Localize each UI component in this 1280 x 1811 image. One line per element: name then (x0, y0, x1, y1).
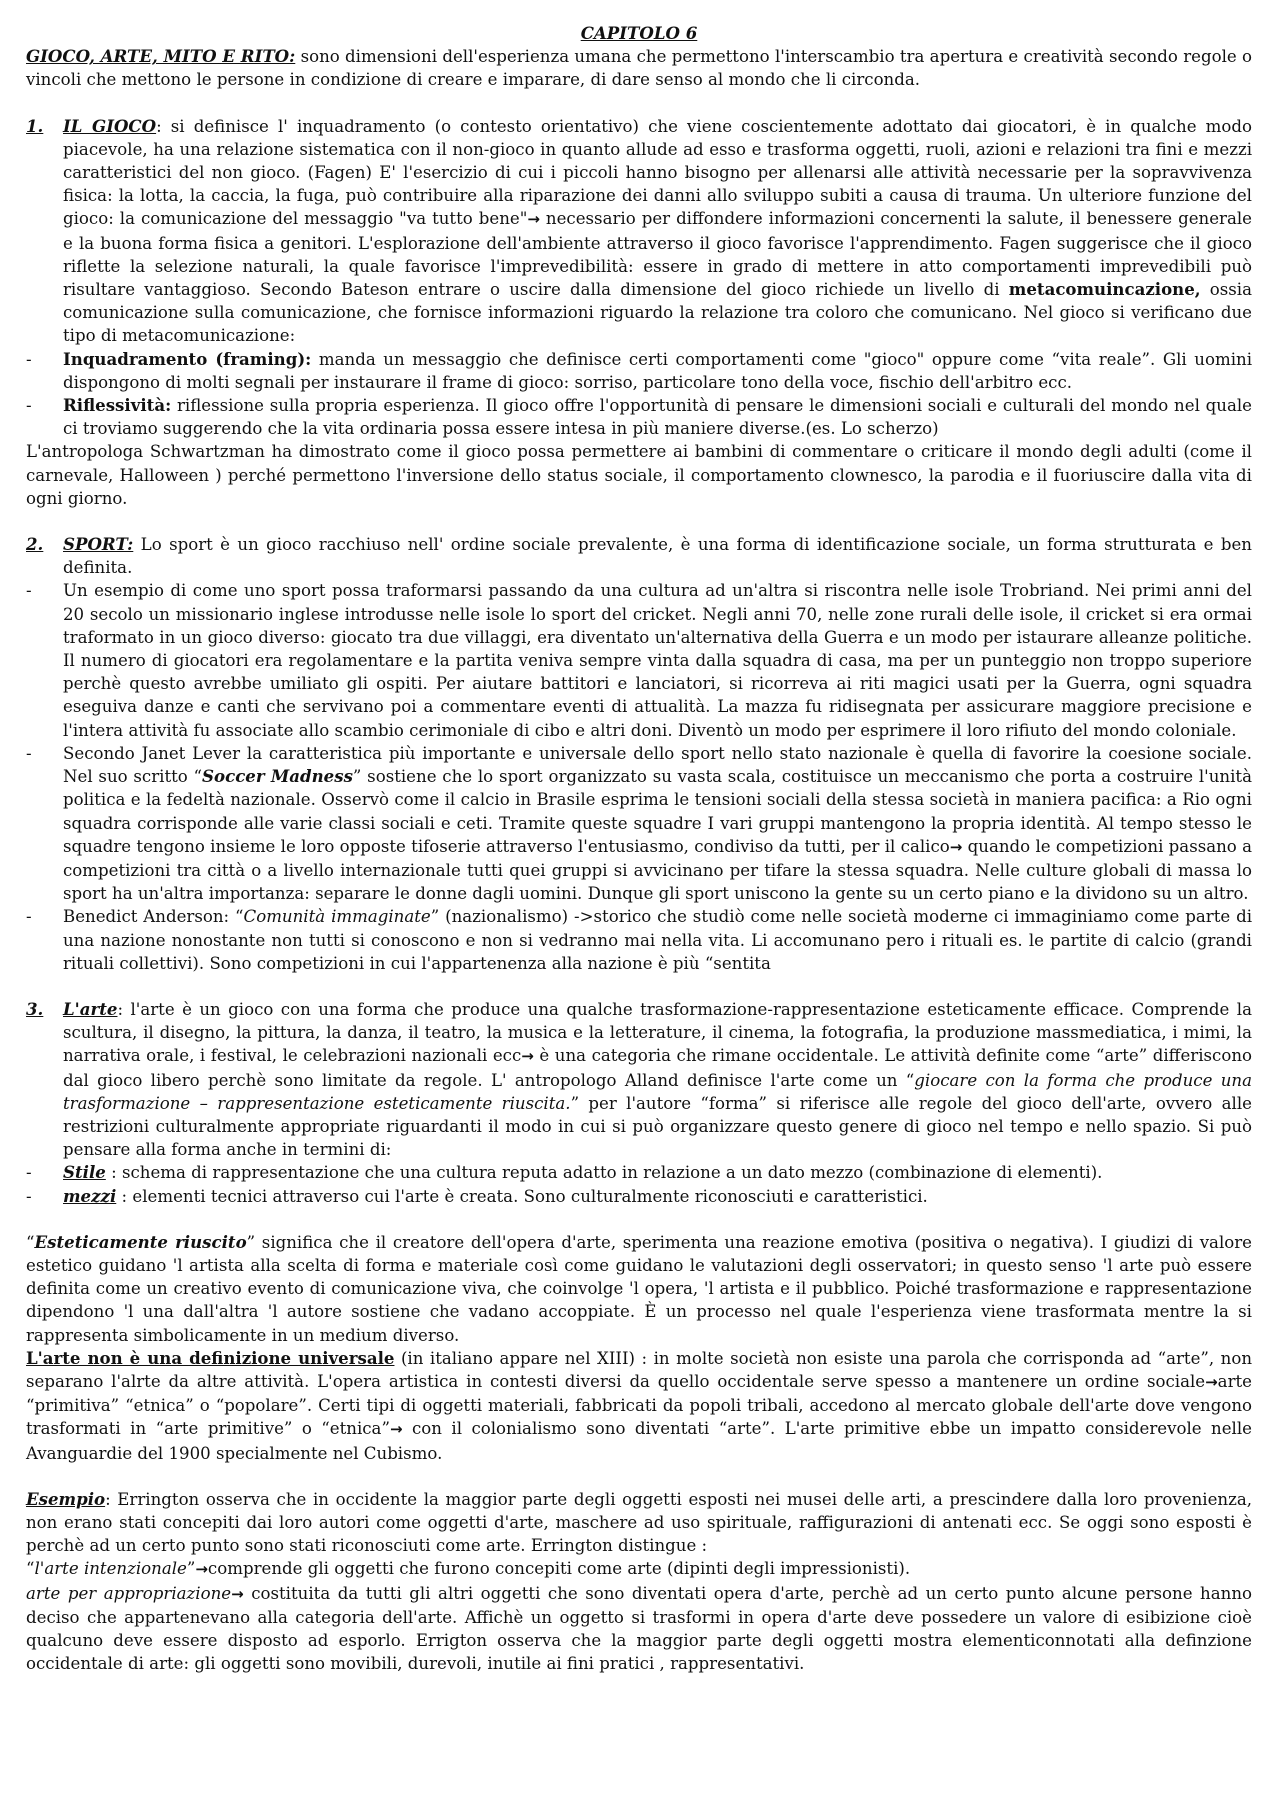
arte-appropriazione-paragraph (26, 1582, 1252, 1676)
lever-text-b: ” sostiene che lo sport organizzato su vasta scala, costituisce un meccanismo che porta a costruire l'unità politica e la fedeltà nazionale. Osservò come il calcio in Brasile esprima le tensioni sociali della stessa società in maniera pacifica: a Rio ogni squadra corrisponde alle varie classi sociali e ceti. Tramite queste squadre I vari gruppi mantengono la propria identità. Al tempo stesso le squadre tengono insieme le loro opposte tifoserie attraverso l'entusiasmo, condiviso da tutti, per il calico (63, 767, 1252, 856)
gioco-title: IL GIOCO (63, 115, 157, 136)
quote-open: “ (26, 1232, 35, 1252)
spacer (26, 1208, 1252, 1231)
schwartzman-paragraph: L'antropologa Schwartzman ha dimostrato come il gioco possa permettere ai bambini di commentare o criticare il mondo degli adulti (come il carnevale, Halloween ) perché permettono l'inversione dello status sociale, il comportamento clownesco, la parodia e il fuoriuscire dalla vita di ogni giorno. (26, 442, 1252, 508)
quote-open: “ (26, 1559, 35, 1579)
arte-paragraph (63, 998, 1252, 1161)
lever-text-a: Secondo Janet Lever la caratteristica più importante e universale dello sport nello stato nazionale è quella di favorire la coesione sociale. Nel suo scritto “ (63, 743, 1252, 787)
bullet-dash: - (26, 1163, 32, 1183)
gioco-text-a: : si definisce l' inquadramento (o contesto orientativo) che viene coscientemente adottato dai giocatori, è in qualche modo piacevole, ha una relazione sistematica con il non-gioco in quanto allude ad esso e trasforma oggetti, ruoli, azioni e relazioni tra fini e mezzi caratteristici del non gioco. (Fagen) E' l'esercizio di cui i piccoli hanno bisogno per allenarsi alle attività necessarie per la sopravvivenza fisica: la lotta, la caccia, la fuga, può contribuire alla riparazione dei danni allo sviluppo subiti a causa di trauma. Un ulteriore funzione del gioco: la comunicazione del messaggio "va tutto bene" (63, 116, 1252, 229)
esempio-label: Esempio (26, 1488, 106, 1509)
section-number: 1. (26, 115, 44, 136)
lever-text-c: quando le competizioni passano a competizioni tra città o a livello internazionale tutti quei gruppi si avvicinano per tifare la stessa squadra. Nelle culture globali di massa lo sport ha un'altra importanza: separare le donne dagli uomini. Dunque gli sport uniscono la gente su un certo piano e la dividono su un altro. (63, 836, 1252, 904)
arte-intenzionale-line (26, 1557, 1252, 1581)
mezzi-text: : elementi tecnici attraverso cui l'arte è creata. Sono culturalmente riconosciuti e caratteristici. (116, 1186, 928, 1206)
universale-label: L'arte non è una definizione universale (26, 1347, 395, 1368)
spacer (26, 510, 1252, 533)
intro-text: sono dimensioni dell'esperienza umana che permettono l'interscambio tra apertura e creatività secondo regole o vincoli che mettono le persone in condizione di creare e imparare, di dare senso al mondo che li circonda. (26, 47, 1252, 90)
arrow-icon: → (195, 1560, 208, 1579)
spacer (26, 1465, 1252, 1488)
chapter-title: CAPITOLO 6 (580, 23, 698, 43)
spacer (26, 92, 1252, 115)
sport-title: SPORT: (63, 534, 134, 555)
esempio-text: : Errington osserva che in occidente la maggior parte degli oggetti esposti nei musei delle arti, a prescindere dalla loro provenienza, non erano stati concepiti dai loro autori come oggetti d'arte, maschere ad uso spirituale, raffigurazioni di antenati ecc. Se oggi sono esposti è perchè ad un certo punto sono stati riconosciuti come arte. Errington distingue : (26, 1489, 1252, 1556)
arte-text-b: è una categoria che rimane occidentale. Le attività definite come “arte” differiscono dal gioco libero perchè sono limitate da regole. L' antropologo Alland definisce l'arte come un “ (63, 1046, 1252, 1090)
bullet-dash: - (26, 349, 32, 369)
bullet-dash: - (26, 581, 32, 601)
intro-paragraph (26, 45, 1252, 91)
stile-label: Stile (63, 1162, 106, 1183)
universale-paragraph (26, 1347, 1252, 1465)
arte-intenzionale-label: l'arte intenzionale (34, 1559, 187, 1579)
comunita-immaginate-title: Comunità immaginate (243, 907, 431, 927)
arte-appropriazione-label: arte per appropriazione (26, 1583, 232, 1603)
riflessivita-label: Riflessività: (63, 395, 172, 416)
framing-label: Inquadramento (framing): (63, 348, 312, 369)
gioco-text-b: necessario per diffondere informazioni concernenti la salute, il benessere generale e la buona forma fisica a genitori. L'esplorazione dell'ambiente attraverso il gioco favorisce l'apprendimento. Fagen suggerisce che il gioco riflette la selezione naturali, la quale favorisce l'imprevedibilità: essere in grado di mettere in atto comportamenti imprevedibili può risultare vantaggioso. Secondo Bateson entrare o uscire dalla dimensione del gioco richiede un livello di (63, 209, 1252, 300)
universale-text-a: (in italiano appare nel XIII) : in molte società non esiste una parola che corrisponda ad “arte”, non separano l'alrte da altre attività. L'opera artistica in contesti diversi da quello occidentale serve spesso a mantenere un ordine sociale (26, 1348, 1253, 1391)
quote-close: ” (186, 1559, 196, 1579)
arrow-icon: → (231, 1584, 244, 1603)
bullet-dash: - (26, 396, 32, 416)
sport-intro: Lo sport è un gioco racchiuso nell' ordine sociale prevalente, è una forma di identificazione sociale, un forma strutturata e ben definita. (63, 535, 1252, 578)
arrow-icon: → (389, 1420, 403, 1439)
section-gioco (26, 115, 1252, 348)
list-item (26, 394, 1252, 440)
framing-text: manda un messaggio che definisce certi comportamenti come "gioco" oppure come “vita reale”. Gli uomini dispongono di molti segnali per instaurare il frame di gioco: sorriso, particolare tono della voce, fischio dell'arbitro ecc. (63, 349, 1252, 392)
arte-text-c: ” per l'autore “forma” si riferisce alle regole del gioco dell'arte, ovvero alle restrizioni culturalmente appropriate riguardanti il modo in cui si può organizzare questo genere di gioco nel tempo e nello spazio. Si può pensare alla forma anche in termini di: (63, 1093, 1252, 1160)
arte-title: L'arte (63, 998, 118, 1019)
gioco-text-c: ossia comunicazione sulla comunicazione, che fornisce informazioni riguardo la relazione tra coloro che comunicano. Nel gioco si verificano due tipo di metacomunicazione: (63, 280, 1252, 346)
list-item (26, 579, 1252, 741)
bullet-dash: - (26, 907, 32, 927)
section-arte (26, 998, 1252, 1161)
esempio-paragraph (26, 1488, 1252, 1558)
universale-text-b: arte “primitiva” “etnica” o “popolare”. Certi tipi di oggetti materiali, fabbricati da popoli tribali, accedono al mercato globale dell'arte dove vengono trasformati in “arte primitive” o “etnica” (26, 1371, 1252, 1439)
mezzi-label: mezzi (63, 1185, 117, 1206)
list-item (26, 1161, 1252, 1184)
anderson-text-a: Benedict Anderson: “ (63, 907, 244, 927)
list-item (26, 1185, 1252, 1208)
metacomunicazione-term: metacomuincazione, (1008, 279, 1201, 300)
stile-text: : schema di rappresentazione che una cultura reputa adatto in relazione a un dato mezzo (combinazione di elementi). (105, 1163, 1103, 1183)
alland-quote: giocare con la forma che produce una trasformazione – rappresentazione esteticamente riuscita. (63, 1070, 1252, 1113)
bullet-dash: - (26, 1186, 32, 1206)
anderson-text-b: ” (nazionalismo) ->storico che studiò come nelle società moderne ci immaginiamo come parte di una nazione nonostante non tutti si conoscono e non si vedranno mai nella vita. Li accomunano pero i rituali es. le partite di calcio (grandi rituali collettivi). Sono competizioni in cui l'appartenenza alla nazione è più “sentita (63, 907, 1253, 973)
riflessivita-text: riflessione sulla propria esperienza. Il gioco offre l'opportunità di pensare le dimensioni sociali e culturali del mondo nel quale ci troviamo suggerendo che la vita ordinaria possa essere intesa in più maniere diverse.(es. Lo scherzo) (63, 396, 1252, 439)
list-item (26, 348, 1252, 394)
soccer-madness-title: Soccer Madness (202, 766, 353, 787)
list-item (26, 905, 1252, 975)
trobriand-text: Un esempio di come uno sport possa traformarsi passando da una cultura ad un'altra si riscontra nelle isole Trobriand. Nei primi anni del 20 secolo un missionario inglese introdusse nelle isole lo sport del cricket. Negli anni 70, nelle zone rurali delle isole, il cricket si era ormai traformato in un gioco diverso: giocato tra due villaggi, era diventato un'alternativa della Guerra e un modo per istaurare alleanze politiche. Il numero di giocatori era regolamentare e la partita veniva sempre vinta dalla squadra di casa, ma per un punteggio non troppo superiore perchè questo avrebbe umiliato gli ospiti. Per aiutare battitori e lanciatori, si ricorreva ai riti magici usati per la Guerra, ogni squadra eseguiva danze e canti che servivano poi a commentare eventi di attualità. La mazza fu ridisegnata per assicurare maggiore precisione e l'intera attività fu associate allo scambio cerimoniale di cibo e altri doni. Diventò un modo per esprimere il loro rifiuto del mondo coloniale. (63, 581, 1252, 740)
universale-text-c: con il colonialismo sono diventati “arte”. L'arte primitive ebbe un impatto considerevole nelle Avanguardie del 1900 specialmente nel Cubismo. (26, 1419, 1252, 1463)
arrow-icon: → (521, 1047, 534, 1066)
bullet-dash: - (26, 743, 32, 763)
esteticamente-text: ” significa che il creatore dell'opera d'arte, sperimenta una reazione emotiva (positiva o negativa). I giudizi di valore estetico guidano 'l artista alla scelta di forma e materiale così come guidano le valutazioni degli osservatori; in questo senso 'l arte può essere definita come un creativo evento di comunicazione viva, che coinvolge 'l opera, 'l artista e il pubblico. Poiché trasformazione e rappresentazione dipendono 'l una dall'altra 'l autore sostiene che vadano accoppiate. È un processo nel quale l'esperienza viene trasformata mentre la si rappresenta simbolicamente in un medium diverso. (26, 1232, 1253, 1345)
arrow-icon: → (1205, 1372, 1218, 1391)
intro-heading: GIOCO, ARTE, MITO E RITO: (26, 46, 296, 67)
arrow-icon: → (527, 210, 540, 229)
arte-text-a: : l'arte è un gioco con una forma che produce una qualche trasformazione-rappresentazione esteticamente efficace. Comprende la scultura, il disegno, la pittura, la danza, il teatro, la musica e la letterature, il cinema, la fotografia, la produzione massmediatica, i mimi, la narrativa orale, i festival, le celebrazioni nazionali ecc (63, 999, 1252, 1066)
arte-intenzionale-text: comprende gli oggetti che furono concepiti come arte (dipinti degli impressionisti). (207, 1559, 911, 1579)
gioco-paragraph (63, 115, 1252, 348)
spacer (26, 975, 1252, 998)
esteticamente-label: Esteticamente riuscito (34, 1231, 247, 1252)
arte-appropriazione-text: costituita da tutti gli altri oggetti che sono diventati opera d'arte, perchè ad un certo punto alcune persone hanno deciso che appartenevano alla categoria dell'arte. Affichè un oggetto si trasformi in opera d'arte deve possedere un valore di esibizione cioè qualcuno deve essere disposto ad esporlo. Errigton osserva che la maggior parte degli oggetti mostra elementiconnotati alla definzione occidentale di arte: gli oggetti sono movibili, durevoli, inutile ai fini pratici , rappresentativi. (26, 1583, 1252, 1674)
arrow-icon: → (949, 837, 963, 856)
section-number: 3. (26, 998, 44, 1019)
document-page (26, 22, 1252, 1675)
section-sport (26, 533, 1252, 579)
esteticamente-paragraph (26, 1231, 1252, 1347)
list-item (26, 742, 1252, 905)
section-number: 2. (26, 534, 44, 555)
